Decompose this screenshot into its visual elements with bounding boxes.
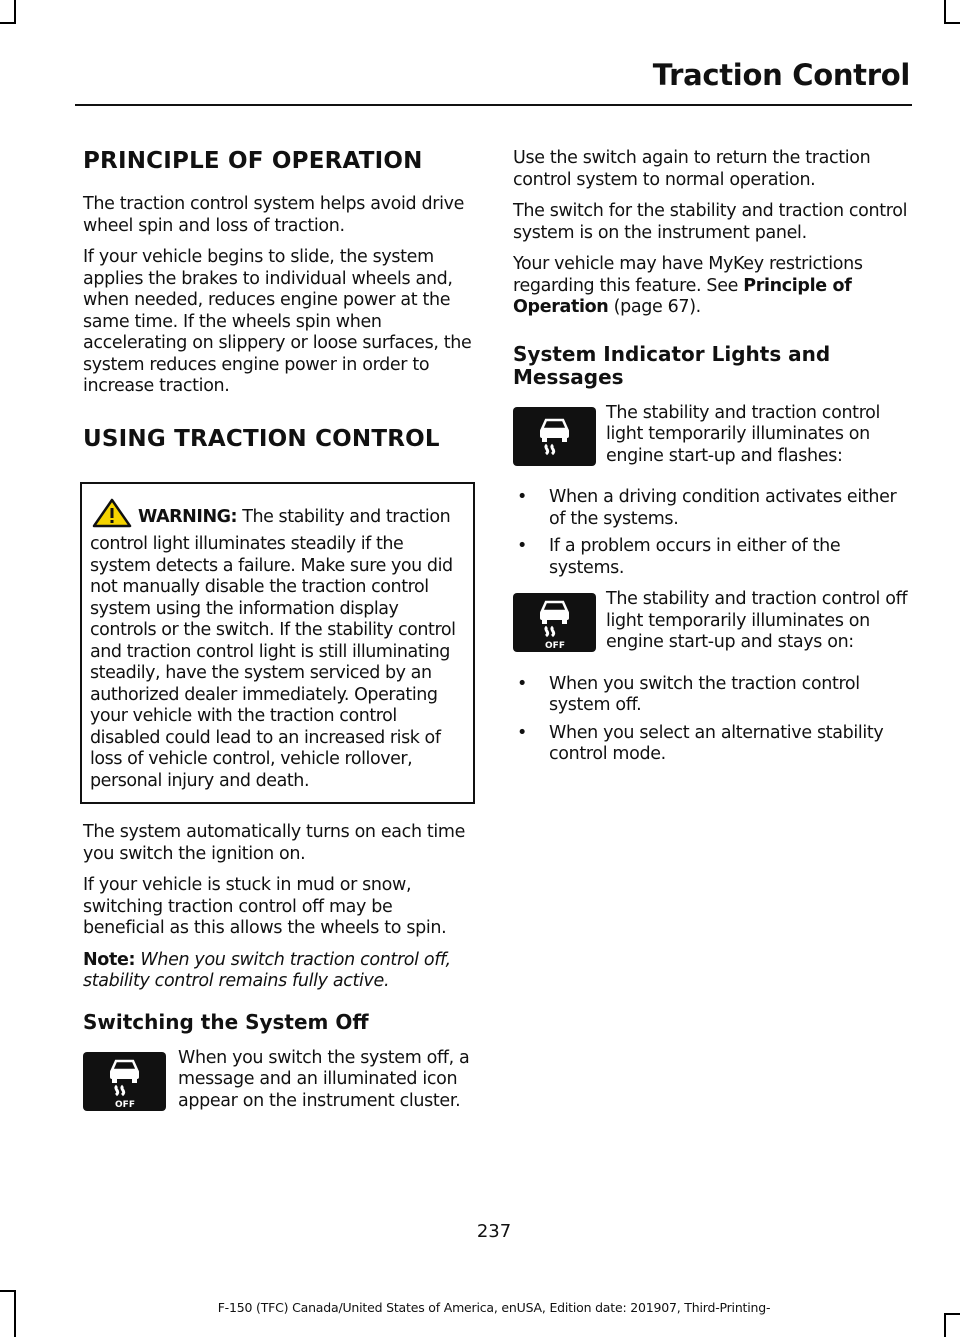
list-item (513, 487, 909, 530)
bullet-list-1 (513, 487, 909, 579)
list-item-text: When a driving condition activates either of the systems. (549, 487, 897, 529)
right-paragraph-1: Use the switch again to return the traction control system to normal operation. (513, 148, 871, 190)
page-reference: (page 67). (608, 297, 701, 317)
bullet-glyph: • (517, 673, 527, 694)
stability-traction-control-off-icon (513, 593, 596, 652)
traction-control-off-icon (83, 1052, 166, 1111)
principle-paragraph-1: The traction control system helps avoid drive wheel spin and loss of traction. (83, 194, 465, 236)
bullet-list-2 (513, 674, 909, 766)
bullet-glyph: • (517, 536, 527, 556)
right-paragraph-3 (513, 254, 909, 319)
using-paragraph-2: If your vehicle is stuck in mud or snow, switching traction control off may be beneficial as this allows the wheels to spin. (83, 875, 447, 938)
crop-mark (944, 1315, 946, 1337)
switching-text: When you switch the system off, a message and an illuminated icon appear on the instrument cluster. (178, 1047, 470, 1111)
crop-mark (14, 0, 16, 22)
list-item (513, 674, 909, 717)
principle-heading: PRINCIPLE OF OPERATION (83, 148, 423, 174)
bullet-glyph: • (517, 487, 527, 507)
right-paragraph-2: The switch for the stability and traction control system is on the instrument panel. (513, 201, 908, 243)
list-item-text: If a problem occurs in either of the systems. (549, 536, 841, 578)
crop-mark (944, 22, 960, 24)
header-divider (75, 104, 912, 106)
principle-paragraph-2: If your vehicle begins to slide, the system applies the brakes to individual wheels and, when needed, reduces engine power at the same time. If the wheels spin when accelerating on slippery or loose surfaces, the system reduces engine power in order to increase traction. (83, 247, 472, 396)
right-column (513, 144, 909, 776)
mykey-text: Your vehicle may have MyKey restrictions regarding this feature. See (513, 254, 863, 296)
warning-triangle-icon (92, 498, 132, 535)
note-text: When you switch traction control off, stability control remains fully active. (83, 949, 451, 991)
using-paragraph-1: The system automatically turns on each time you switch the ignition on. (83, 822, 466, 864)
note (83, 950, 475, 993)
warning-label: WARNING: (138, 506, 238, 527)
off-label: OFF (115, 1099, 135, 1110)
page-title: Traction Control (652, 58, 910, 92)
list-item (513, 536, 909, 579)
list-item (513, 723, 909, 766)
crop-mark (0, 22, 16, 24)
list-item-text: When you switch the traction control system off. (549, 673, 860, 715)
principle-of-operation-link[interactable]: Principle of Operation (513, 275, 852, 317)
left-column (83, 144, 475, 1122)
page-number: 237 (476, 1221, 512, 1242)
note-label: Note: (83, 949, 136, 970)
stability-traction-control-icon (513, 407, 596, 466)
indicator-block-1 (513, 403, 909, 478)
warning-box (80, 482, 475, 805)
indicator-text-2: The stability and traction control off light temporarily illuminates on engine start-up and stays on: (606, 589, 908, 652)
crop-mark (944, 0, 946, 22)
switching-heading: Switching the System Off (83, 1009, 369, 1034)
indicator-heading: System Indicator Lights and Messages (513, 341, 831, 389)
switching-block (83, 1048, 475, 1113)
edition-footer: F-150 (TFC) Canada/United States of America, enUSA, Edition date: 201907, Third-Printing- (217, 1300, 771, 1315)
indicator-text-1: The stability and traction control light temporarily illuminates on engine start-up and flashes: (606, 402, 881, 466)
list-item-text: When you select an alternative stability control mode. (549, 722, 884, 764)
crop-mark (0, 1290, 16, 1292)
off-label: OFF (545, 641, 565, 651)
indicator-block-2 (513, 589, 909, 664)
bullet-glyph: • (517, 722, 527, 743)
warning-text: The stability and traction control light illuminates steadily if the system detects a failure. Make sure you did not manually disable the traction control system using the information display controls or the switch. If the stability control and traction control light is still illuminating steadily, have the system serviced by an authorized dealer immediately. Operating your vehicle with the traction control disabled could lead to an increased risk of loss of vehicle control, vehicle rollover, personal injury and death. (90, 506, 456, 791)
using-heading: USING TRACTION CONTROL (83, 425, 440, 452)
